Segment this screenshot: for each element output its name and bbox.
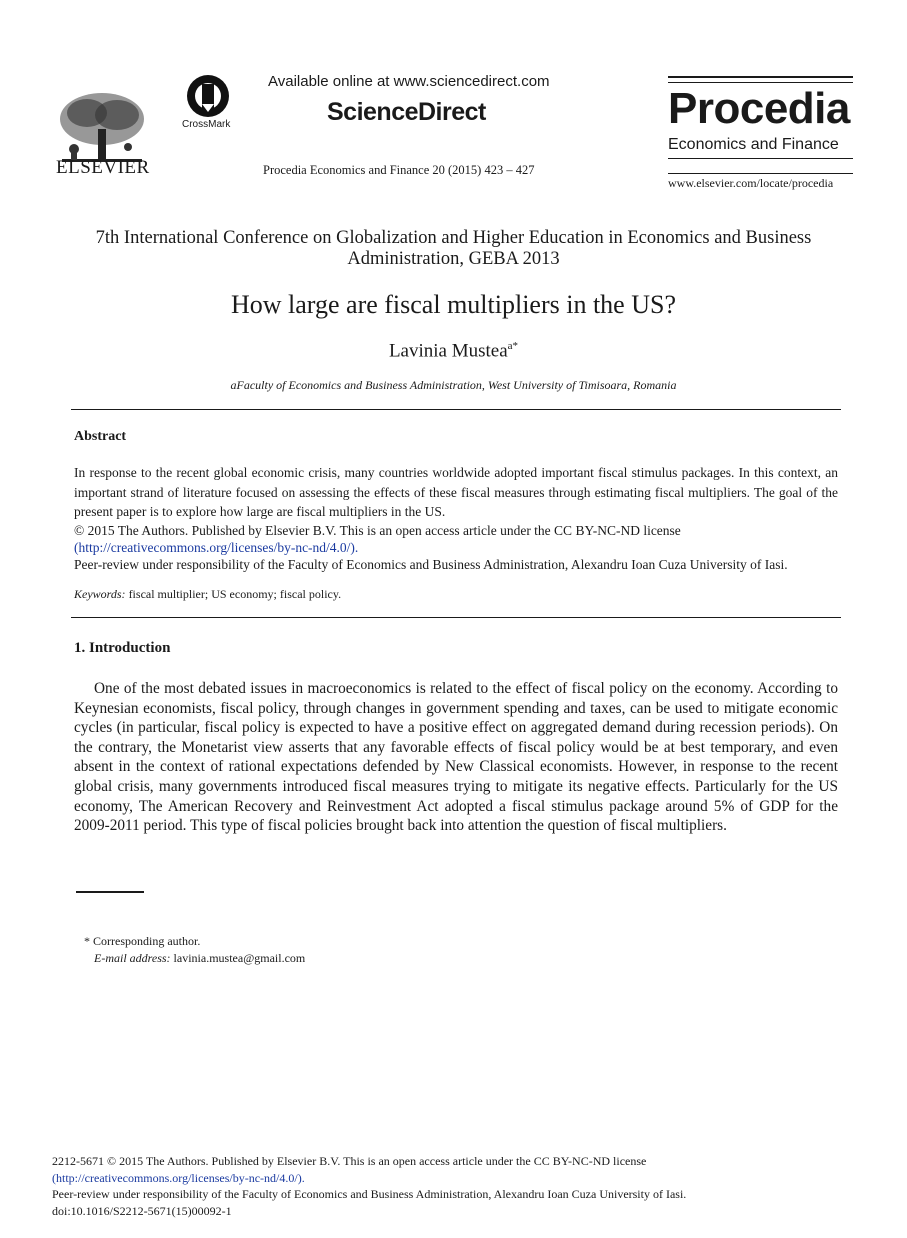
journal-citation: Procedia Economics and Finance 20 (2015) 423 – 427 [263, 163, 535, 177]
procedia-rule [668, 76, 853, 78]
intro-paragraph: One of the most debated issues in macroeconomics is related to the effect of fiscal policy on the economy. According to Keynesian economists, fiscal policy, through changes in government spending and taxes, can be used to mitigate economic cycles (in particular, fiscal policy is expected to have a positive effect on aggregated demand during recession periods). On the contrary, the Monetarist view asserts that any favorable effects of fiscal policy would be at best temporary, and even absent in the context of rational expectations defended by New Classical economists. However, in response to the recent global crisis, many governments introduced fiscal measures trying to mitigate its negative effects. Particularly for the US economy, The American Recovery and Reinvestment Act adopted a fiscal stimulus package around 5% of GDP for the 2009-2011 period. This type of fiscal policies brought back into attention the question of fiscal multipliers. [74, 680, 838, 835]
author-marks: a* [507, 340, 519, 352]
keywords [74, 587, 341, 602]
footnote-rule [76, 891, 144, 893]
affiliation: aFaculty of Economics and Business Administration, West University of Timisoara, Romania [230, 378, 677, 392]
crossmark-label: CrossMark [182, 119, 231, 130]
footer-doi[interactable]: doi:10.1016/S2212-5671(15)00092-1 [52, 1203, 232, 1218]
peer-review-line: Peer-review under responsibility of the Faculty of Economics and Business Administration, Alexandru Ioan Cuza University of Iasi. [74, 557, 788, 572]
conference-line1: 7th International Conference on Globalization and Higher Education in Economics and Business [95, 228, 812, 248]
sciencedirect-logo: ScienceDirect [327, 98, 486, 126]
procedia-rule [668, 158, 853, 159]
conference-name [60, 228, 847, 270]
conference-line2: Administration, GEBA 2013 [347, 249, 560, 269]
elsevier-wordmark: ELSEVIER [56, 157, 150, 178]
email-label: E-mail address: [94, 951, 171, 965]
keywords-text: fiscal multiplier; US economy; fiscal policy. [128, 587, 342, 601]
copyright-line: © 2015 The Authors. Published by Elsevier B.V. This is an open access article under the CC BY-NC-ND license [74, 523, 681, 538]
abstract-heading: Abstract [74, 429, 127, 444]
procedia-logo-subtitle: Economics and Finance [668, 136, 839, 153]
page-footer [52, 1153, 852, 1219]
abstract-text: In response to the recent global economic crisis, many countries worldwide adopted important fiscal stimulus packages. In this context, an important strand of literature focused on assessing the effects of these fiscal measures through estimating fiscal multipliers. The goal of the present paper is to explore how large are fiscal multipliers in the US. [74, 465, 838, 519]
paper-title: How large are fiscal multipliers in the US? [230, 290, 676, 319]
divider [71, 409, 841, 410]
section-heading: 1. Introduction [74, 640, 171, 656]
procedia-rule [668, 173, 853, 174]
procedia-url[interactable]: www.elsevier.com/locate/procedia [668, 176, 834, 190]
license-link[interactable]: (http://creativecommons.org/licenses/by-nc-nd/4.0/). [74, 540, 359, 555]
corresponding-author-note: * Corresponding author. [84, 934, 201, 948]
procedia-rule [668, 82, 853, 83]
footer-peer-review: Peer-review under responsibility of the Faculty of Economics and Business Administration, Alexandru Ioan Cuza University of Iasi. [52, 1187, 687, 1201]
author-line [60, 340, 847, 362]
author-name: Lavinia Mustea [388, 340, 508, 362]
footer-license-link[interactable]: (http://creativecommons.org/licenses/by-nc-nd/4.0/). [52, 1170, 305, 1185]
email-note [94, 951, 305, 966]
procedia-logo-title: Procedia [668, 84, 850, 133]
available-online-text: Available online at www.sciencedirect.com [268, 73, 550, 90]
keywords-label: Keywords: [74, 587, 126, 601]
footer-issn-line: 2212-5671 © 2015 The Authors. Published by Elsevier B.V. This is an open access article under the CC BY-NC-ND license [52, 1154, 647, 1168]
abstract-copyright [74, 522, 838, 573]
divider [71, 617, 841, 618]
email-address[interactable]: lavinia.mustea@gmail.com [173, 951, 306, 965]
